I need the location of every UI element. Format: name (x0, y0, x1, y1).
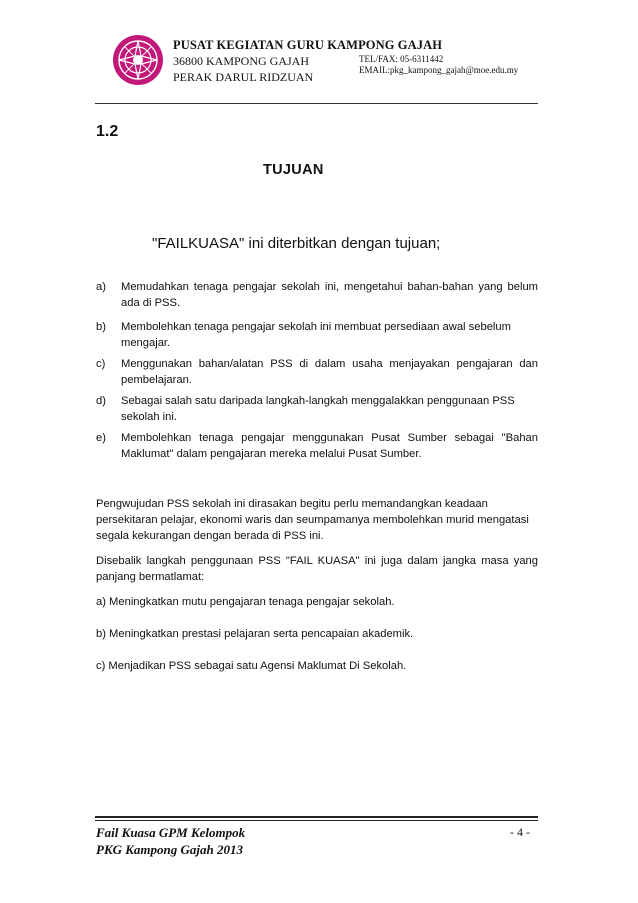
list-item-text-line-2: ada di PSS. (121, 297, 181, 309)
goal-item: c) Menjadikan PSS sebagai satu Agensi Maklumat Di Sekolah. (96, 660, 407, 672)
list-item-text-line-2: mengajar. (121, 337, 171, 349)
section-number: 1.2 (96, 123, 119, 140)
page-number: - 4 - (510, 825, 530, 839)
letterhead (0, 0, 638, 110)
list-marker: d) (96, 395, 106, 407)
footer-subtitle: PKG Kampong Gajah 2013 (96, 842, 243, 857)
paragraph-line: segala kekurangan dengan berada di PSS ini. (96, 530, 324, 542)
email-address: EMAIL:pkg_kampong_gajah@moe.edu.my (359, 65, 519, 75)
paragraph-line: Disebalik langkah penggunaan PSS "FAIL KUASA" ini juga dalam jangka masa yang (96, 555, 538, 567)
list-marker: c) (96, 358, 106, 370)
paragraph-line: Pengwujudan PSS sekolah ini dirasakan begitu perlu memandangkan keadaan (96, 498, 488, 510)
list-item-text-line-2: Maklumat" dalam pengajaran mereka melalui Pusat Sumber. (121, 448, 422, 460)
list-item-text-line-1: Sebagai salah satu daripada langkah-langkah menggalakkan penggunaan PSS (121, 395, 515, 407)
intro-statement: "FAILKUASA" ini diterbitkan dengan tujuan; (152, 235, 441, 252)
list-item-text-line-1: Menggunakan bahan/alatan PSS di dalam usaha menjayakan pengajaran dan (121, 358, 538, 370)
paragraph-rationale (96, 496, 538, 544)
list-marker: e) (96, 432, 106, 444)
footer-title: Fail Kuasa GPM Kelompok (96, 825, 246, 840)
goal-item: b) Meningkatkan prestasi pelajaran serta pencapaian akademik. (96, 628, 414, 640)
goal-item: a) Meningkatkan mutu pengajaran tenaga pengajar sekolah. (96, 596, 395, 608)
section-title: TUJUAN (263, 162, 324, 178)
list-marker: a) (96, 281, 106, 293)
address-line-2: PERAK DARUL RIDZUAN (173, 70, 314, 84)
paragraph-goals-intro (96, 553, 538, 585)
list-item-text-line-2: sekolah ini. (121, 411, 177, 423)
list-item-text-line-2: pembelajaran. (121, 374, 192, 386)
organization-name: PUSAT KEGIATAN GURU KAMPONG GAJAH (173, 38, 443, 52)
telephone-fax: TEL/FAX: 05-6311442 (359, 54, 444, 64)
paragraph-line: persekitaran pelajar, ekonomi waris dan seumpamanya membolehkan murid mengatasi (96, 514, 529, 526)
list-marker: b) (96, 321, 106, 333)
footer-divider-thin (95, 820, 538, 821)
list-item-text-line-1: Membolehkan tenaga pengajar menggunakan Pusat Sumber sebagai "Bahan (121, 432, 538, 444)
address-line-1: 36800 KAMPONG GAJAH (173, 54, 310, 68)
list-item-text-line-1: Memudahkan tenaga pengajar sekolah ini, mengetahui bahan-bahan yang belum (121, 281, 538, 293)
header-divider (95, 103, 538, 104)
footer-divider (95, 816, 538, 818)
list-item-text-line-1: Membolehkan tenaga pengajar sekolah ini membuat persediaan awal sebelum (121, 321, 511, 333)
pkg-logo-icon (112, 34, 164, 86)
paragraph-line: panjang bermatlamat: (96, 571, 205, 583)
